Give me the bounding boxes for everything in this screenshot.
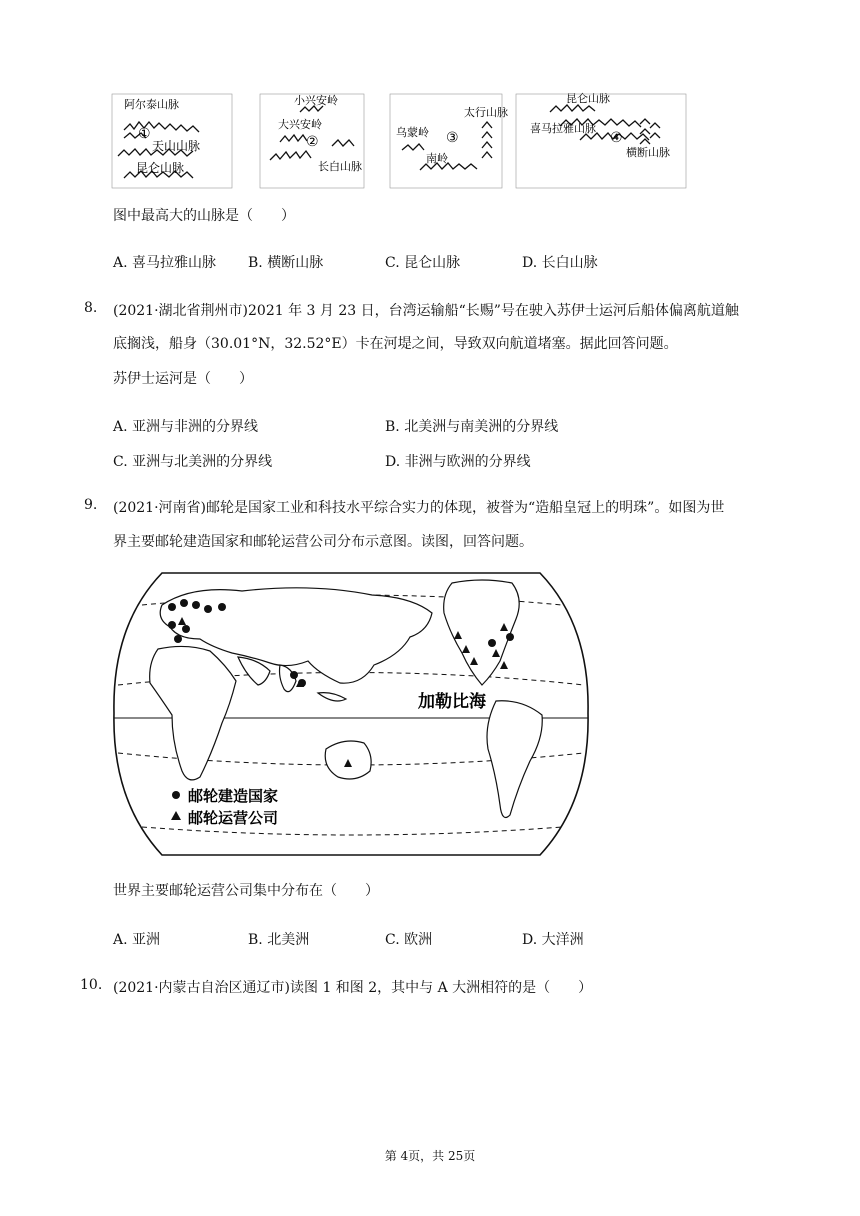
q8-option-c[interactable]: C. 亚洲与北美洲的分界线 bbox=[113, 454, 273, 470]
q10-number: 10. bbox=[80, 977, 103, 993]
label-xiaoxinganling: 小兴安岭 bbox=[294, 94, 338, 107]
label-kunlun: 昆仑山脉 bbox=[136, 161, 185, 175]
page-footer: 第 4页，共 25页 bbox=[384, 1149, 476, 1163]
q7-option-d[interactable]: D. 长白山脉 bbox=[522, 255, 598, 271]
q8-prompt: 苏伊士运河是（ ） bbox=[113, 371, 253, 387]
label-hengduan: 横断山脉 bbox=[626, 146, 670, 159]
label-daxinganling: 大兴安岭 bbox=[278, 118, 322, 131]
marker-4: ④ bbox=[610, 130, 623, 146]
label-nanling: 南岭 bbox=[426, 152, 448, 165]
q8-option-a[interactable]: A. 亚洲与非洲的分界线 bbox=[113, 419, 259, 435]
marker-3: ③ bbox=[446, 130, 459, 146]
q9-option-d[interactable]: D. 大洋洲 bbox=[522, 932, 584, 948]
marker-2: ② bbox=[306, 134, 319, 150]
label-kunlun-4: 昆仑山脉 bbox=[566, 92, 610, 105]
q7-option-c[interactable]: C. 昆仑山脉 bbox=[385, 255, 461, 271]
q9-option-a[interactable]: A. 亚洲 bbox=[113, 932, 161, 948]
legend-operate: 邮轮运营公司 bbox=[188, 809, 279, 827]
q8-number: 8. bbox=[84, 300, 98, 316]
q7-prompt: 图中最高大的山脉是（ ） bbox=[113, 208, 295, 224]
label-changbai: 长白山脉 bbox=[318, 160, 362, 173]
q8-line1: (2021·湖北省荆州市)2021 年 3 月 23 日，台湾运输船“长赐”号在驶入苏伊士运河后船体偏离航道触 bbox=[113, 303, 739, 319]
q7-option-a[interactable]: A. 喜马拉雅山脉 bbox=[113, 255, 217, 271]
legend-build: 邮轮建造国家 bbox=[188, 787, 279, 805]
caribbean-sea-label: 加勒比海 bbox=[418, 692, 486, 712]
q9-line2: 界主要邮轮建造国家和邮轮运营公司分布示意图。读图，回答问题。 bbox=[113, 534, 533, 550]
q9-option-c[interactable]: C. 欧洲 bbox=[385, 932, 433, 948]
label-altai: 阿尔泰山脉 bbox=[124, 98, 179, 111]
marker-1: ① bbox=[138, 126, 151, 142]
label-wumeng: 乌蒙岭 bbox=[396, 126, 429, 139]
q8-option-b[interactable]: B. 北美洲与南美洲的分界线 bbox=[385, 419, 559, 435]
q9-line1: (2021·河南省)邮轮是国家工业和科技水平综合实力的体现，被誉为“造船皇冠上的明珠”。如图为世 bbox=[113, 500, 725, 516]
label-taihang: 太行山脉 bbox=[464, 106, 508, 119]
q8-line2: 底搁浅，船身（30.01°N，32.52°E）卡在河堤之间，导致双向航道堵塞。据此回答问题。 bbox=[113, 336, 678, 352]
world-cruise-map bbox=[112, 565, 590, 861]
legend-dot-icon bbox=[172, 791, 180, 799]
mountain-ranges-figure bbox=[110, 92, 690, 192]
q7-option-b[interactable]: B. 横断山脉 bbox=[248, 255, 324, 271]
label-himalaya: 喜马拉雅山脉 bbox=[530, 122, 596, 135]
q9-number: 9. bbox=[84, 497, 98, 513]
label-tianshan: 天山山脉 bbox=[152, 139, 201, 153]
q10-line1: (2021·内蒙古自治区通辽市)读图 1 和图 2，其中与 A 大洲相符的是（ ） bbox=[113, 980, 593, 996]
q9-option-b[interactable]: B. 北美洲 bbox=[248, 932, 310, 948]
q8-option-d[interactable]: D. 非洲与欧洲的分界线 bbox=[385, 454, 531, 470]
q9-prompt: 世界主要邮轮运营公司集中分布在（ ） bbox=[113, 883, 379, 899]
